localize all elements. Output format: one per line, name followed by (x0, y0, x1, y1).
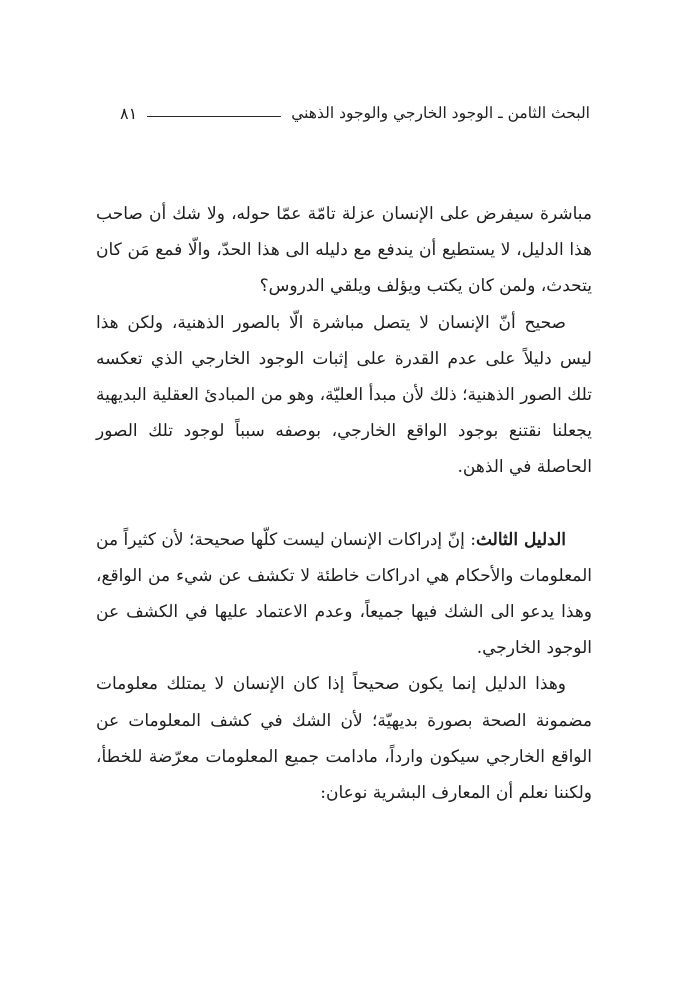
body-text (96, 196, 592, 811)
paragraph-1: مباشرة سيفرض على الإنسان عزلة تامّة عمّا حوله، ولا شك أن صاحب هذا الدليل، لا يستطيع أن يندفع مع دليله الى هذا الحدّ، والّا فمع مَن كان يتحدث، ولمن كان يكتب ويؤلف ويلقي الدروس؟ (96, 204, 592, 297)
page-number: ٨١ (120, 103, 138, 123)
paragraph-2: صحيح أنّ الإنسان لا يتصل مباشرة الّا بالصور الذهنية، ولكن هذا ليس دليلاً على عدم القدرة على إثبات الوجود الخارجي الذي تعكسه تلك الصور الذهنية؛ ذلك لأن مبدأ العليّة، وهو من المبادئ العقلية البديهية يجعلنا نقتنع بوجود الواقع الخارجي، بوصفه سبباً لوجود تلك الصور الحاصلة في الذهن. (96, 312, 592, 478)
chapter-title: البحث الثامن ـ الوجود الخارجي والوجود الذهني (291, 104, 590, 122)
running-header (120, 96, 590, 130)
third-argument-text: : إنّ إدراكات الإنسان ليست كلّها صحيحة؛ لأن كثيراً من المعلومات والأحكام هي ادراكات خاطئة لا تكشف عن شيء من الواقع، وهذا يدعو الى الشك فيها جميعاً، وعدم الاعتماد عليها في الكشف عن الوجود الخارجي. (96, 529, 592, 659)
third-argument-heading: الدليل الثالث (475, 529, 566, 550)
paragraph-4: وهذا الدليل إنما يكون صحيحاً إذا كان الإنسان لا يمتلك معلومات مضمونة الصحة بصورة بديهيّة؛ لأن الشك في كشف المعلومات عن الواقع الخارجي سيكون وارداً، مادامت جميع المعلومات معرّضة للخطأ، ولكننا نعلم أن المعارف البشرية نوعان: (96, 674, 592, 804)
header-rule (147, 116, 281, 117)
paragraph-3 (96, 522, 592, 667)
